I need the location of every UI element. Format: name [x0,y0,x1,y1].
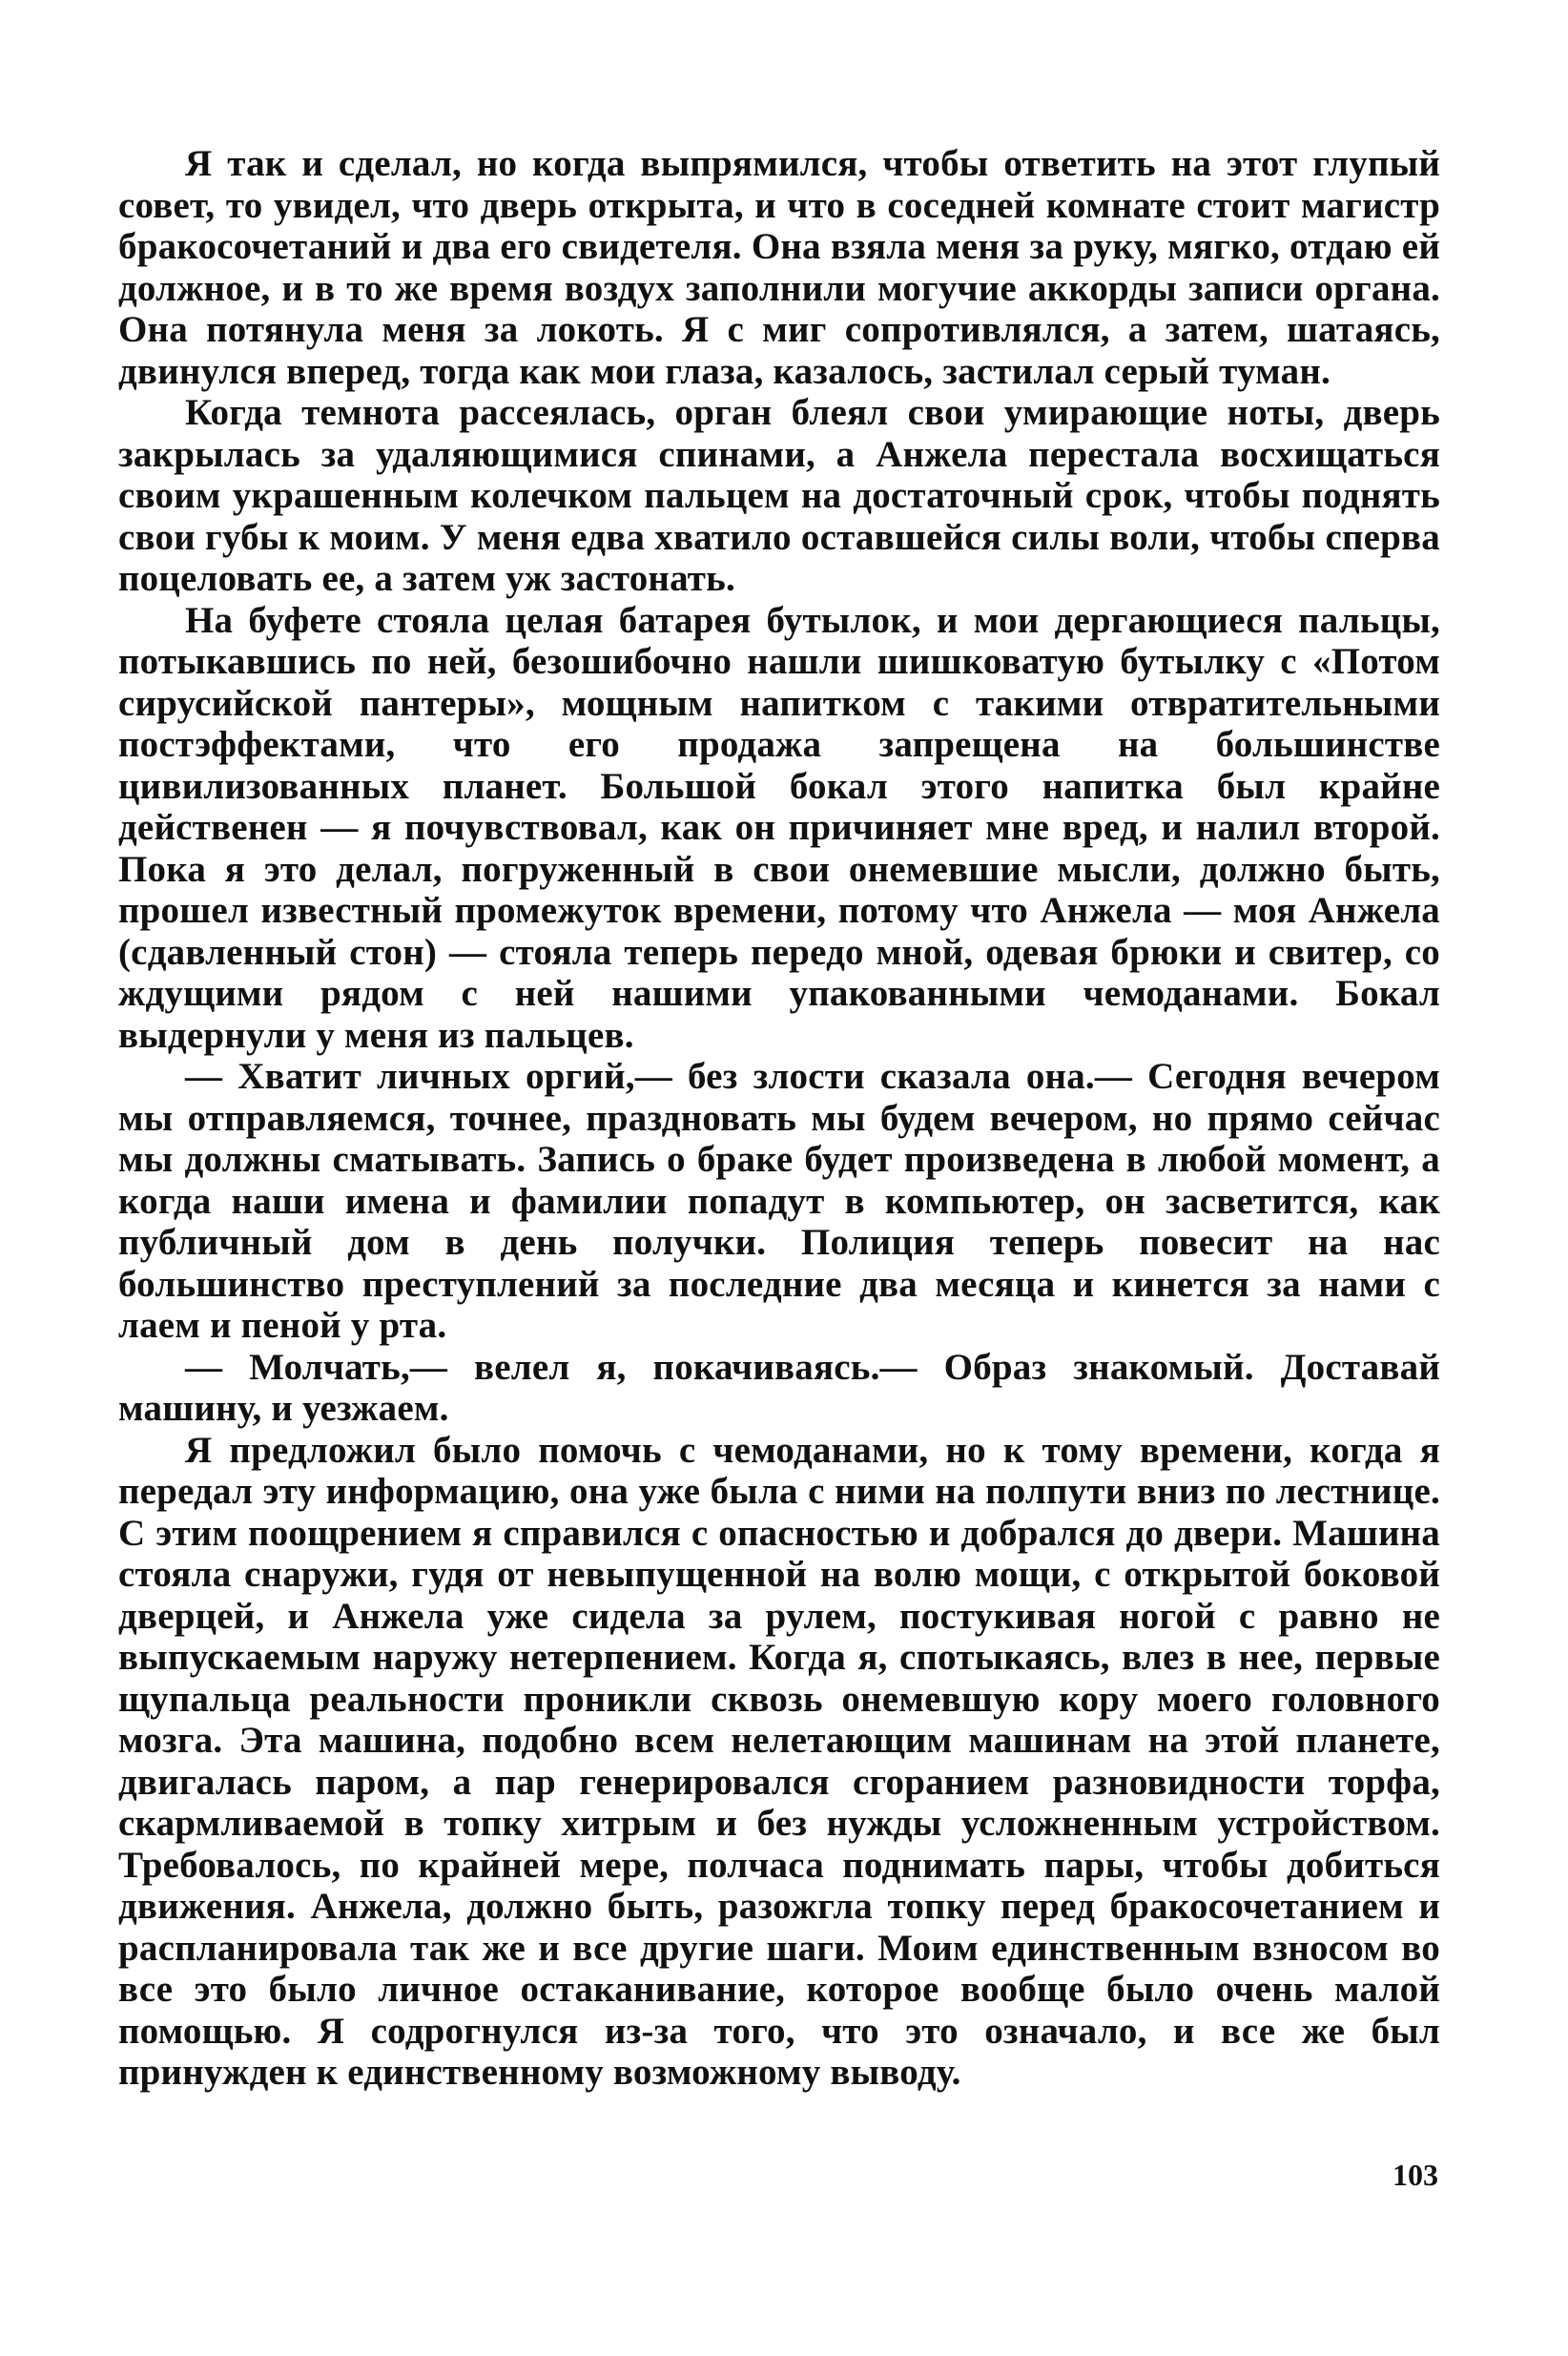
body-text [118,143,1440,2094]
paragraph: — Молчать,— велел я, покачиваясь.— Образ знакомый. Доставай машину, и уезжаем. [118,1346,1440,1429]
paragraph: Я так и сделал, но когда выпрямился, чтобы ответить на этот глупый совет, то увидел, что дверь открыта, и что в соседней комнате стоит магистр бракосочетаний и два его свидетеля. Она взяла меня за руку, мягко, отдаю ей должное, и в то же время воздух заполнили могучие аккорды записи органа. Она потянула меня за локоть. Я с миг сопротивлялся, а затем, шатаясь, двинулся вперед, тогда как мои глаза, казалось, застилал серый туман. [118,143,1440,392]
paragraph: На буфете стояла целая батарея бутылок, и мои дергающиеся пальцы, потыкавшись по ней, безошибочно нашли шишковатую бутылку с «Потом сирусийской пантеры», мощным напитком с такими отвратительными постэффектами, что его продажа запрещена на большинстве цивилизованных планет. Большой бокал этого напитка был крайне действенен — я почувствовал, как он причиняет мне вред, и налил второй. Пока я это делал, погруженный в свои онемевшие мысли, должно быть, прошел известный промежуток времени, потому что Анжела — моя Анжела (сдавленный стон) — стояла теперь передо мной, одевая брюки и свитер, со ждущими рядом с ней нашими упакованными чемоданами. Бокал выдернули у меня из пальцев. [118,599,1440,1056]
paragraph: — Хватит личных оргий,— без злости сказала она.— Сегодня вечером мы отправляемся, точнее, праздновать мы будем вечером, но прямо сейчас мы должны сматывать. Запись о браке будет произведена в любой момент, а когда наши имена и фамилии попадут в компьютер, он засветится, как публичный дом в день получки. Полиция теперь повесит на нас большинство преступлений за последние два месяца и кинется за нами с лаем и пеной у рта. [118,1056,1440,1346]
paragraph: Когда темнота рассеялась, орган блеял свои умирающие ноты, дверь закрылась за удаляющимися спинами, а Анжела перестала восхищаться своим украшенным колечком пальцем на достаточный срок, чтобы поднять свои губы к моим. У меня едва хватило оставшейся силы воли, чтобы сперва поцеловать ее, а затем уж застонать. [118,392,1440,599]
page-number: 103 [1393,2158,1438,2192]
paragraph: Я предложил было помочь с чемоданами, но к тому времени, когда я передал эту информацию, она уже была с ними на полпути вниз по лестнице. С этим поощрением я справился с опасностью и добрался до двери. Машина стояла снаружи, гудя от невыпущенной на волю мощи, с открытой боковой дверцей, и Анжела уже сидела за рулем, постукивая ногой с равно не выпускаемым наружу нетерпением. Когда я, спотыкаясь, влез в нее, первые щупальца реальности проникли сквозь онемевшую кору моего головного мозга. Эта машина, подобно всем нелетающим машинам на этой планете, двигалась паром, а пар генерировался сгоранием разновидности торфа, скармливаемой в топку хитрым и без нужды усложненным устройством. Требовалось, по крайней мере, полчаса поднимать пары, чтобы добиться движения. Анжела, должно быть, разожгла топку перед бракосочетанием и распланировала так же и все другие шаги. Моим единственным взносом во все это было личное остаканивание, которое вообще было очень малой помощью. Я содрогнулся из-за того, что это означало, и все же был принужден к единственному возможному выводу. [118,1429,1440,2093]
